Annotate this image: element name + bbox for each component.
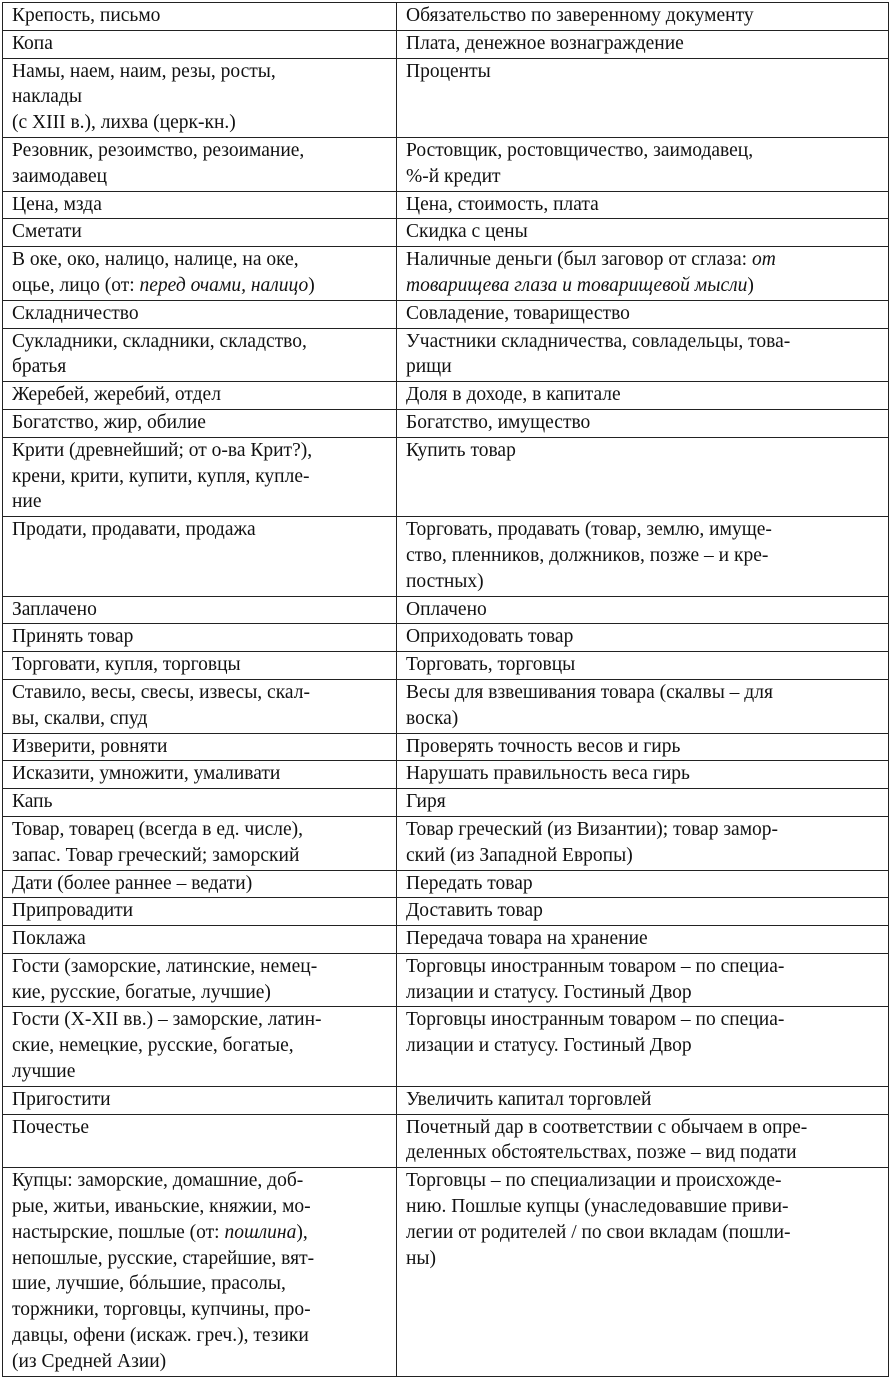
cell-line: Заплачено: [12, 598, 97, 620]
old-term-cell: [3, 926, 397, 954]
text-run: ),: [296, 1221, 308, 1243]
table-row: [3, 300, 889, 328]
old-term-cell: [3, 1086, 397, 1114]
cell-line: Передать товар: [406, 872, 533, 894]
cell-line: Припровадити: [12, 900, 134, 922]
cell-line: Продати, продавати, продажа: [12, 519, 256, 541]
cell-line: лизации и статусу. Гостиный Двор: [406, 981, 692, 1003]
cell-line: воска): [406, 707, 459, 729]
cell-line: Товар, товарец (всегда в ед. числе),: [12, 818, 304, 840]
cell-line: Поклажа: [12, 928, 86, 950]
table-row: [3, 816, 889, 870]
italic-text-run: от: [751, 249, 776, 271]
cell-line: Жеребей, жеребий, отдел: [12, 384, 221, 406]
old-term-cell: [3, 137, 397, 191]
cell-line: Доля в доходе, в капитале: [406, 384, 621, 406]
cell-line: В оке, око, налицо, налице, на оке,: [12, 249, 299, 271]
table-row: [3, 30, 889, 58]
meaning-cell: [397, 1114, 889, 1168]
text-run: ): [747, 274, 754, 296]
old-term-cell: [3, 898, 397, 926]
cell-line: Копа: [12, 32, 53, 54]
meaning-cell: [397, 300, 889, 328]
cell-line: Капь: [12, 791, 53, 813]
table-row: [3, 219, 889, 247]
cell-line: лизации и статусу. Гостиный Двор: [406, 1035, 692, 1057]
table-row: [3, 953, 889, 1007]
cell-line: запас. Товар греческий; заморский: [12, 844, 300, 866]
cell-line: Оприходовать товар: [406, 626, 574, 648]
table-row: [3, 437, 889, 516]
cell-line: ние: [12, 491, 42, 513]
cell-line: Богатство, жир, обилие: [12, 411, 206, 433]
cell-line: Гиря: [406, 791, 446, 813]
cell-line: Проценты: [406, 60, 491, 82]
cell-line: Обязательство по заверенному документу: [406, 5, 754, 26]
meaning-cell: [397, 1168, 889, 1376]
cell-line: давцы, офени (искаж. греч.), тезики: [12, 1325, 309, 1347]
meaning-cell: [397, 1007, 889, 1086]
table-row: [3, 1168, 889, 1376]
old-term-cell: [3, 300, 397, 328]
cell-line: Нарушать правильность веса гирь: [406, 763, 690, 785]
table-row: [3, 3, 889, 31]
table-row: [3, 58, 889, 137]
table-row: [3, 191, 889, 219]
old-term-cell: [3, 30, 397, 58]
meaning-cell: [397, 898, 889, 926]
old-term-cell: [3, 1168, 397, 1376]
old-term-cell: [3, 1007, 397, 1086]
cell-line: Плата, денежное вознаграждение: [406, 32, 684, 54]
cell-line: %-й кредит: [406, 165, 501, 187]
cell-line: Участники складничества, совладельцы, това-: [406, 330, 791, 352]
cell-line: Доставить товар: [406, 900, 543, 922]
meaning-cell: [397, 3, 889, 31]
table-row: [3, 789, 889, 817]
cell-line: Торговати, купля, торговцы: [12, 654, 241, 676]
meaning-cell: [397, 58, 889, 137]
cell-line: ские, немецкие, русские, богатые,: [12, 1035, 294, 1057]
cell-line: Крити (древнейший; от о-ва Крит?),: [12, 439, 313, 461]
cell-line: Совладение, товарищество: [406, 302, 630, 324]
cell-line: Торговать, торговцы: [406, 654, 576, 676]
cell-line: Резовник, резоимство, резоимание,: [12, 139, 305, 161]
cell-line: лучшие: [12, 1061, 76, 1083]
table-row: [3, 679, 889, 733]
meaning-cell: [397, 624, 889, 652]
table-row: [3, 1086, 889, 1114]
cell-line: легии от родителей / по свои вкладам (пошли-: [406, 1221, 791, 1243]
meaning-cell: [397, 409, 889, 437]
old-term-cell: [3, 219, 397, 247]
meaning-cell: [397, 191, 889, 219]
meaning-cell: [397, 328, 889, 382]
text-run: настырские, пошлые (от:: [12, 1221, 225, 1243]
cell-line: Складничество: [12, 302, 139, 324]
meaning-cell: [397, 953, 889, 1007]
old-term-cell: [3, 679, 397, 733]
old-term-cell: [3, 58, 397, 137]
cell-line: [12, 1220, 392, 1246]
cell-line: шие, лучшие, бóльшие, прасолы,: [12, 1273, 286, 1295]
text-run: Наличные деньги (был заговор от сглаза:: [406, 249, 752, 271]
cell-line: Принять товар: [12, 626, 134, 648]
cell-line: Оплачено: [406, 598, 487, 620]
italic-text-run: товарищева глаза и товарищевой мысли: [406, 274, 748, 296]
table-row: [3, 137, 889, 191]
text-run: ): [308, 274, 315, 296]
text-run: оцье, лицо (от:: [12, 274, 140, 296]
table-row: [3, 1114, 889, 1168]
meaning-cell: [397, 247, 889, 301]
meaning-cell: [397, 30, 889, 58]
old-term-cell: [3, 437, 397, 516]
meaning-cell: [397, 652, 889, 680]
meaning-cell: [397, 679, 889, 733]
meaning-cell: [397, 517, 889, 596]
cell-line: Торговцы иностранным товаром – по специа-: [406, 1009, 785, 1031]
cell-line: (из Средней Азии): [12, 1350, 167, 1372]
old-term-cell: [3, 816, 397, 870]
table-row: [3, 926, 889, 954]
meaning-cell: [397, 789, 889, 817]
cell-line: Цена, стоимость, плата: [406, 193, 599, 215]
old-term-cell: [3, 733, 397, 761]
cell-line: Намы, наем, наим, резы, росты,: [12, 60, 276, 82]
meaning-cell: [397, 137, 889, 191]
old-term-cell: [3, 789, 397, 817]
table-row: [3, 624, 889, 652]
cell-line: ны): [406, 1247, 437, 1269]
cell-line: Проверять точность весов и гирь: [406, 735, 681, 757]
cell-line: Дати (более раннее – ведати): [12, 872, 253, 894]
cell-line: непошлые, русские, старейшие, вят-: [12, 1247, 315, 1269]
cell-line: крени, крити, купити, купля, купле-: [12, 465, 310, 487]
cell-line: Гости (X-XII вв.) – заморские, латин-: [12, 1009, 322, 1031]
cell-line: братья: [12, 356, 67, 378]
table-row: [3, 761, 889, 789]
cell-line: вы, скалви, спуд: [12, 707, 148, 729]
table-row: [3, 733, 889, 761]
table-row: [3, 870, 889, 898]
cell-line: торжники, торговцы, купчины, про-: [12, 1299, 311, 1321]
meaning-cell: [397, 816, 889, 870]
old-term-cell: [3, 328, 397, 382]
glossary-table: [2, 2, 889, 1377]
old-term-cell: [3, 247, 397, 301]
cell-line: Почестье: [12, 1116, 90, 1138]
cell-line: Скидка с цены: [406, 221, 528, 243]
cell-line: деленных обстоятельствах, позже – вид подати: [406, 1142, 797, 1164]
meaning-cell: [397, 926, 889, 954]
table-row: [3, 898, 889, 926]
table-row: [3, 409, 889, 437]
meaning-cell: [397, 870, 889, 898]
cell-line: Купцы: заморские, домашние, доб-: [12, 1170, 304, 1192]
table-row: [3, 1007, 889, 1086]
old-term-cell: [3, 191, 397, 219]
cell-line: Изверити, ровняти: [12, 735, 168, 757]
cell-line: Купить товар: [406, 439, 516, 461]
old-term-cell: [3, 409, 397, 437]
cell-line: Гости (заморские, латинские, немец-: [12, 955, 318, 977]
cell-line: постных): [406, 570, 484, 592]
table-row: [3, 652, 889, 680]
cell-line: нию. Пошлые купцы (унаследовавшие приви-: [406, 1196, 789, 1218]
cell-line: рищи: [406, 356, 452, 378]
old-term-cell: [3, 870, 397, 898]
meaning-cell: [397, 761, 889, 789]
cell-line: (с XIII в.), лихва (церк-кн.): [12, 112, 236, 134]
italic-text-run: перед очами, налицо: [139, 274, 309, 296]
cell-line: кие, русские, богатые, лучшие): [12, 981, 271, 1003]
cell-line: Крепость, письмо: [12, 5, 161, 26]
cell-line: Передача товара на хранение: [406, 928, 648, 950]
cell-line: рые, житьи, иваньские, княжии, мо-: [12, 1196, 311, 1218]
old-term-cell: [3, 382, 397, 410]
table-row: [3, 382, 889, 410]
cell-line: Ростовщик, ростовщичество, заимодавец,: [406, 139, 754, 161]
cell-line: [406, 273, 884, 299]
cell-line: Ставило, весы, свесы, извесы, скал-: [12, 681, 310, 703]
cell-line: Сукладники, складники, складство,: [12, 330, 307, 352]
cell-line: ский (из Западной Европы): [406, 844, 633, 866]
table-row: [3, 596, 889, 624]
cell-line: ство, пленников, должников, позже – и кре-: [406, 544, 769, 566]
cell-line: наклады: [12, 86, 82, 108]
cell-line: Весы для взвешивания товара (скалвы – для: [406, 681, 773, 703]
old-term-cell: [3, 624, 397, 652]
old-term-cell: [3, 3, 397, 31]
table-row: [3, 328, 889, 382]
cell-line: Сметати: [12, 221, 82, 243]
cell-line: Цена, мзда: [12, 193, 102, 215]
cell-line: Пригостити: [12, 1088, 111, 1110]
old-term-cell: [3, 1114, 397, 1168]
table-row: [3, 517, 889, 596]
meaning-cell: [397, 382, 889, 410]
table-row: [3, 247, 889, 301]
italic-text-run: пошлина: [224, 1221, 297, 1243]
cell-line: Торговать, продавать (товар, землю, имуще-: [406, 519, 772, 541]
cell-line: заимодавец: [12, 165, 108, 187]
old-term-cell: [3, 761, 397, 789]
old-term-cell: [3, 517, 397, 596]
old-term-cell: [3, 953, 397, 1007]
meaning-cell: [397, 596, 889, 624]
cell-line: Торговцы иностранным товаром – по специа-: [406, 955, 785, 977]
cell-line: Увеличить капитал торговлей: [406, 1088, 652, 1110]
meaning-cell: [397, 437, 889, 516]
cell-line: Богатство, имущество: [406, 411, 591, 433]
cell-line: Исказити, умножити, умаливати: [12, 763, 281, 785]
cell-line: Товар греческий (из Византии); товар замор-: [406, 818, 779, 840]
old-term-cell: [3, 652, 397, 680]
cell-line: Почетный дар в соответствии с обычаем в опре-: [406, 1116, 808, 1138]
cell-line: Торговцы – по специализации и происхожде-: [406, 1170, 782, 1192]
cell-line: [12, 273, 392, 299]
meaning-cell: [397, 1086, 889, 1114]
cell-line: [406, 247, 884, 273]
old-term-cell: [3, 596, 397, 624]
meaning-cell: [397, 733, 889, 761]
meaning-cell: [397, 219, 889, 247]
